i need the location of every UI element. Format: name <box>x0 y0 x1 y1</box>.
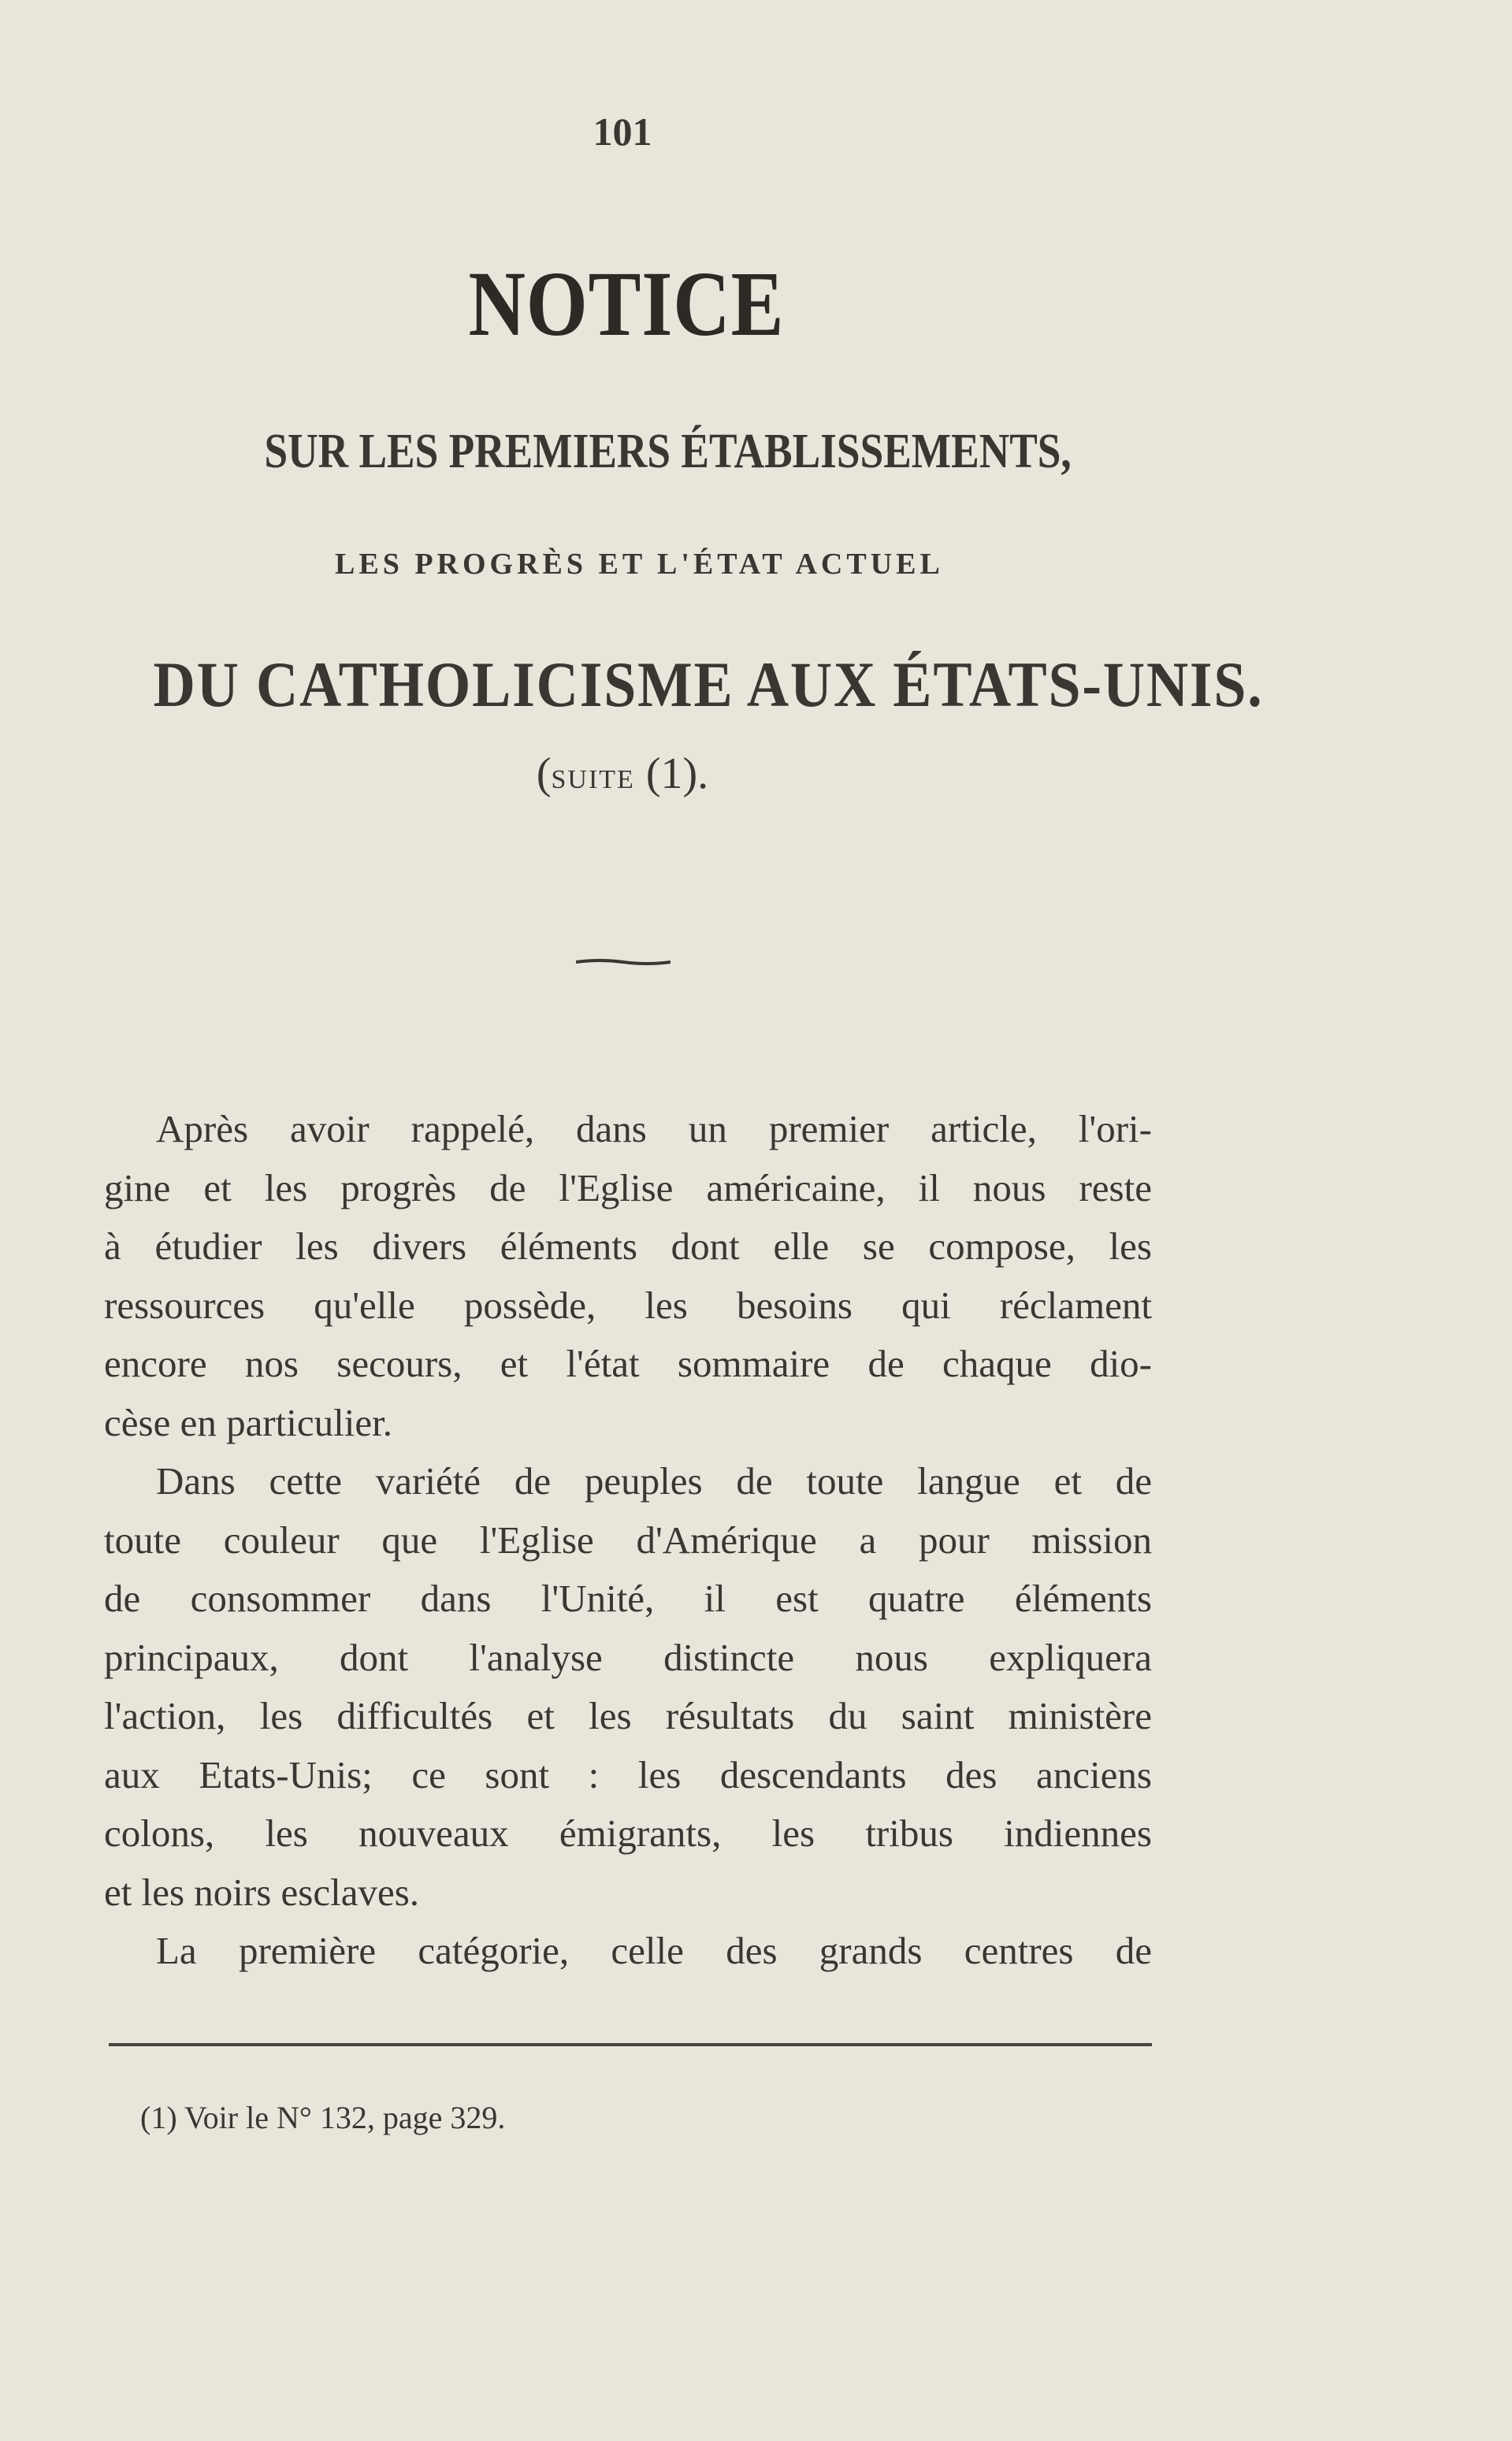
body-line: l'action, les difficultés et les résultats du saint ministère <box>104 1694 1152 1737</box>
body-line: Dans cette variété de peuples de toute langue et de <box>156 1459 1152 1503</box>
body-line: toute couleur que l'Eglise d'Amérique a pour mission <box>104 1518 1152 1562</box>
suite-open: ( <box>536 749 552 798</box>
body-line: de consommer dans l'Unité, il est quatre éléments <box>104 1577 1152 1620</box>
body-line: aux Etats-Unis; ce sont : les descendants des anciens <box>104 1752 1152 1796</box>
subtitle-line-2: LES PROGRÈS ET L'ÉTAT ACTUEL <box>335 548 944 581</box>
body-line: gine et les progrès de l'Eglise américaine, il nous reste <box>104 1165 1152 1209</box>
suite-footnote-ref: (1). <box>634 749 709 798</box>
body-line: à étudier les divers éléments dont elle se compose, les <box>104 1224 1152 1268</box>
continuation-note <box>504 749 741 799</box>
suite-word: SUITE <box>551 765 635 794</box>
subtitle-line-3: DU CATHOLICISME AUX ÉTATS-UNIS. <box>153 648 1264 720</box>
subtitle-line-1: SUR LES PREMIERS ÉTABLISSEMENTS, <box>264 425 1072 478</box>
footnote: (1) Voir le N° 132, page 329. <box>140 2100 506 2135</box>
body-line: ressources qu'elle possède, les besoins qui réclament <box>104 1283 1152 1327</box>
footnote-rule <box>109 2043 1152 2046</box>
body-line: La première catégorie, celle des grands centres de <box>156 1929 1152 1972</box>
body-line: cèse en particulier. <box>104 1400 392 1444</box>
body-line: colons, les nouveaux émigrants, les tribus indiennes <box>104 1811 1152 1855</box>
article-title: NOTICE <box>468 252 785 355</box>
ornament-divider <box>576 958 671 966</box>
body-line: principaux, dont l'analyse distincte nous expliquera <box>104 1635 1152 1679</box>
body-line: et les noirs esclaves. <box>104 1870 420 1914</box>
body-line: Après avoir rappelé, dans un premier article, l'ori- <box>156 1107 1152 1150</box>
body-line: encore nos secours, et l'état sommaire de chaque dio- <box>104 1342 1152 1385</box>
page-number: 101 <box>593 110 652 154</box>
